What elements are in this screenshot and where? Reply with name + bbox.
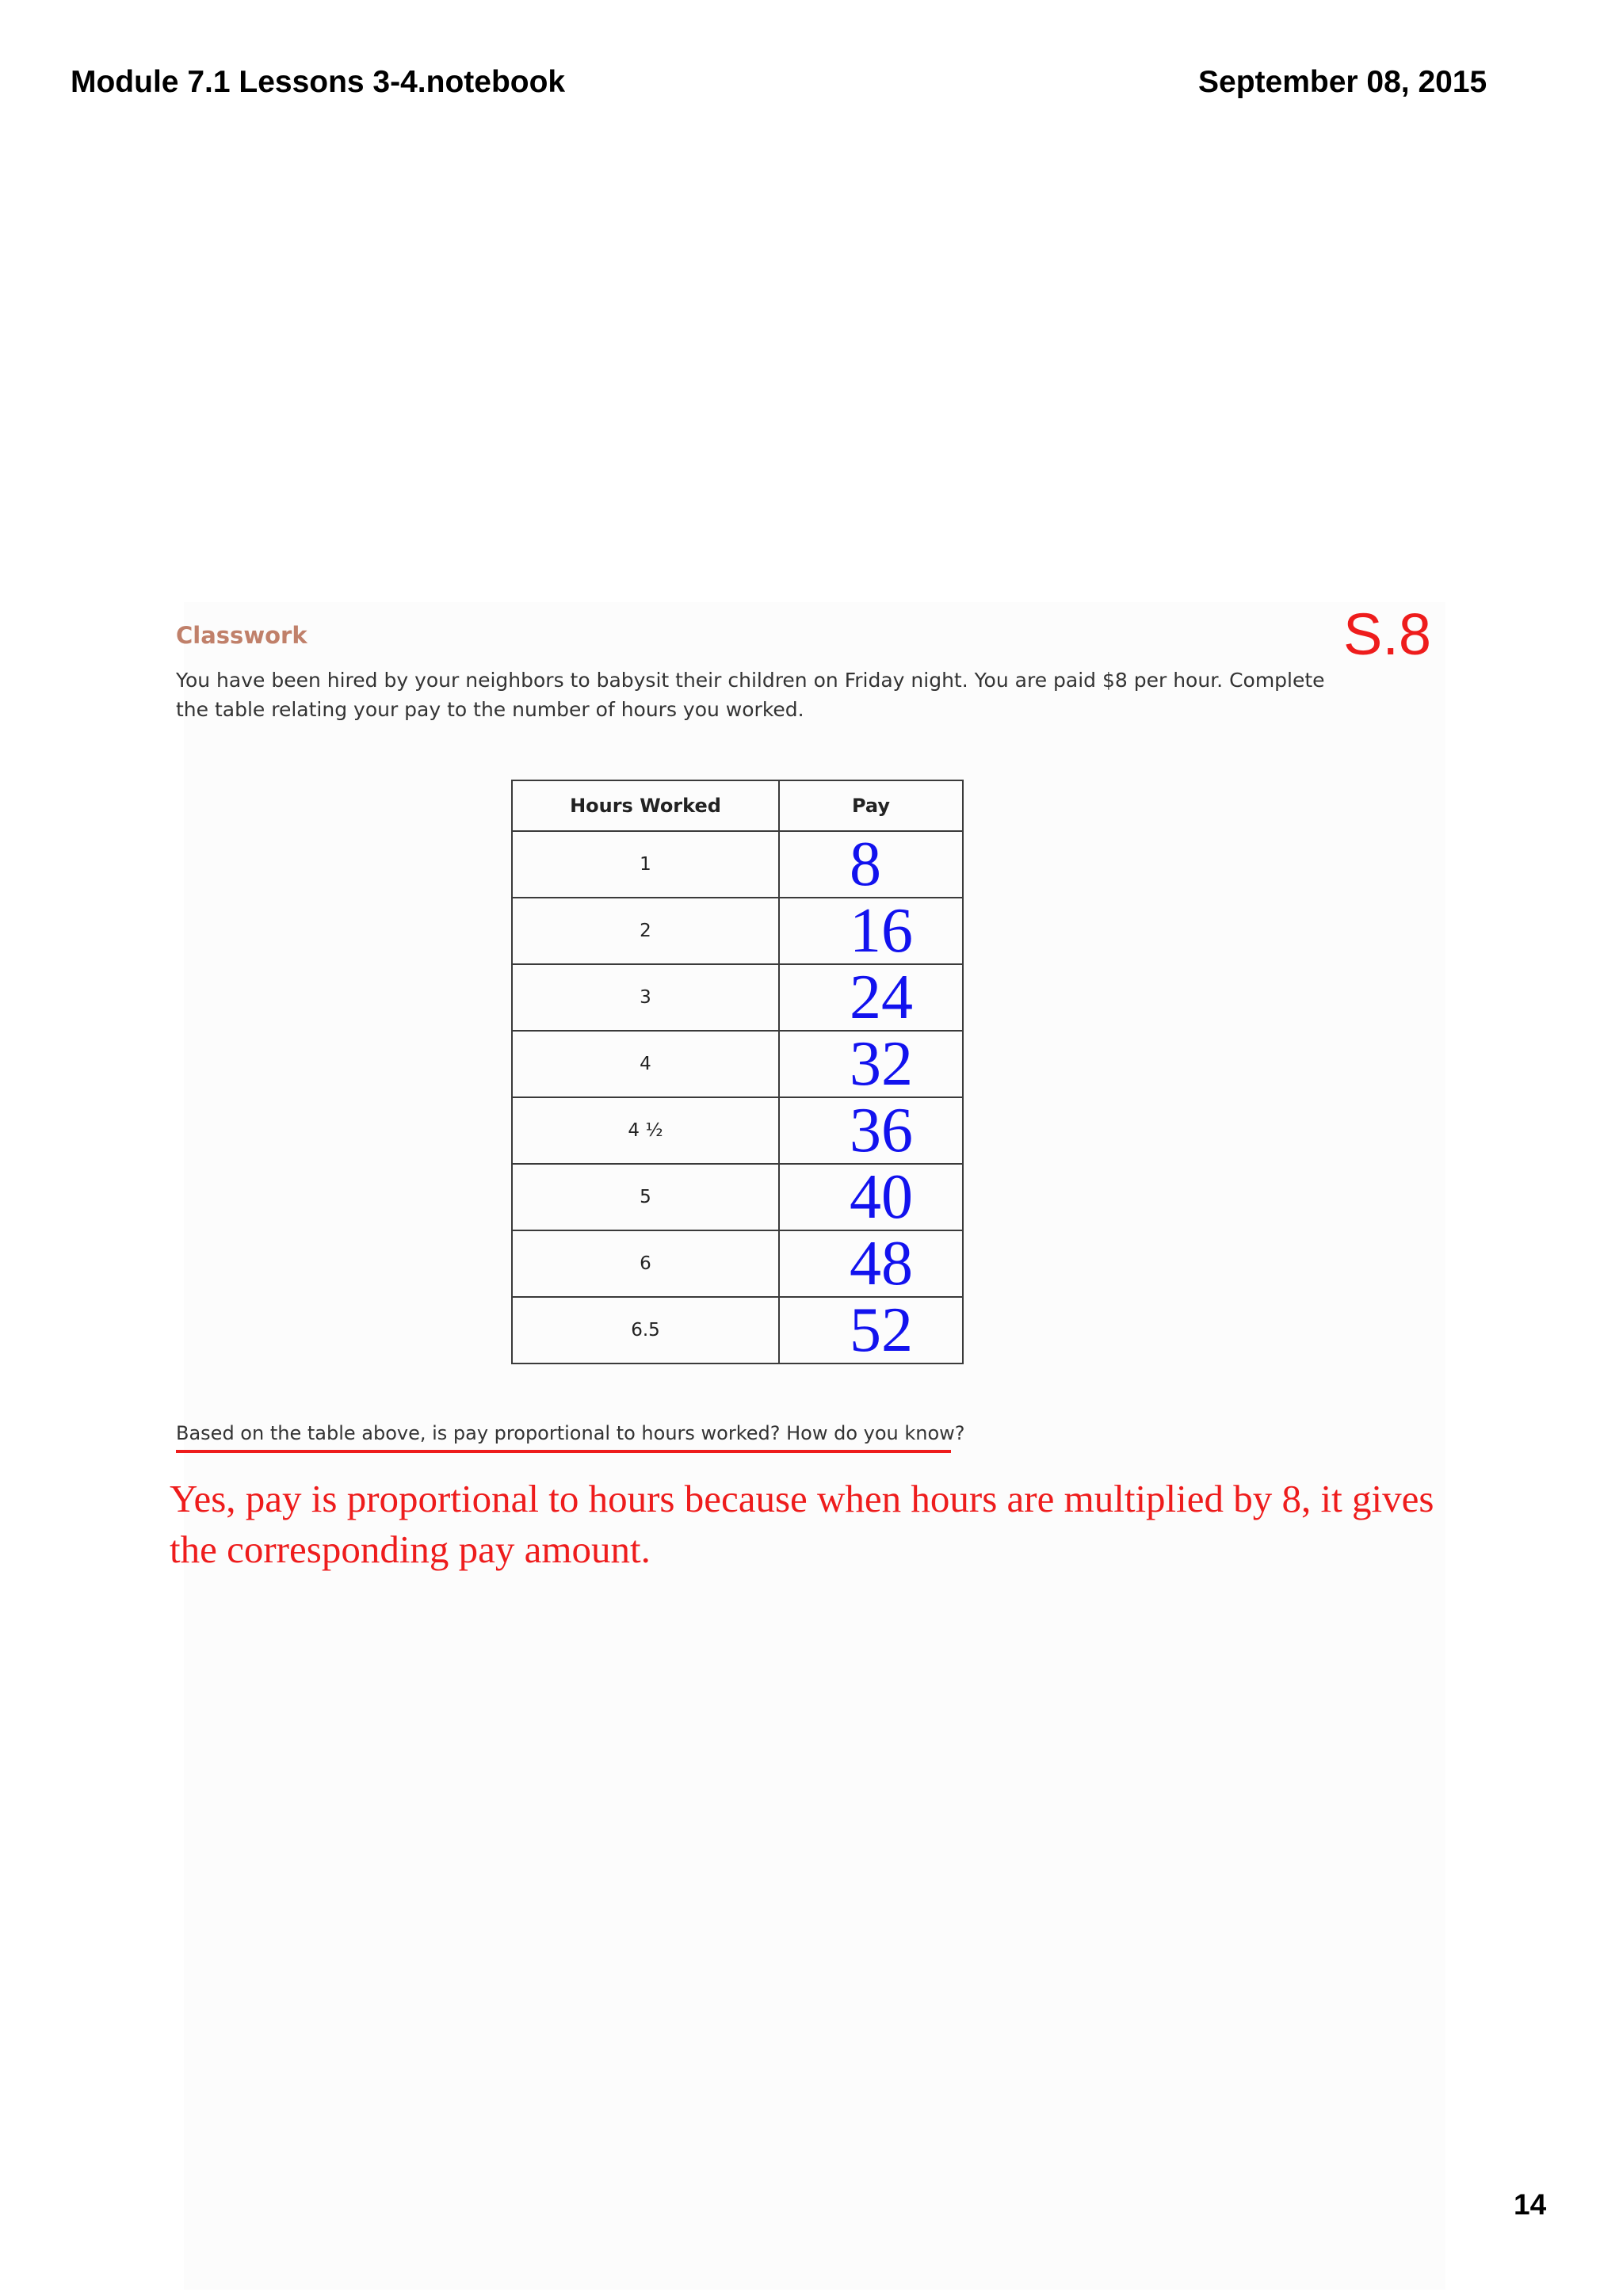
handwritten-pay: 36 [850, 1096, 913, 1165]
pay-cell [779, 1297, 963, 1363]
handwritten-pay: 32 [850, 1029, 913, 1099]
instructions-text: You have been hired by your neighbors to babysit their children on Friday night. You are paid $8 per hour. Complete the table relating your pay to the number of hours you worked. [176, 669, 1325, 721]
table-row [512, 1164, 963, 1230]
hours-cell: 6.5 [512, 1297, 779, 1363]
classwork-heading: Classwork [176, 622, 307, 649]
pay-cell [779, 1164, 963, 1230]
table-row [512, 1097, 963, 1164]
table-row [512, 1230, 963, 1297]
hours-cell: 4 [512, 1031, 779, 1097]
question-text: Based on the table above, is pay proportional to hours worked? How do you know? [176, 1422, 965, 1444]
handwritten-pay: 8 [850, 830, 881, 899]
slide-code-annotation: S.8 [1343, 601, 1432, 667]
page-number: 14 [1514, 2188, 1547, 2221]
table-row [512, 1031, 963, 1097]
pay-cell [779, 898, 963, 964]
table-row [512, 1297, 963, 1363]
hours-cell: 4 ½ [512, 1097, 779, 1164]
hours-cell: 5 [512, 1164, 779, 1230]
pay-cell [779, 1097, 963, 1164]
table-row [512, 964, 963, 1031]
pay-cell [779, 1230, 963, 1297]
hours-cell: 2 [512, 898, 779, 964]
handwritten-pay: 52 [850, 1295, 913, 1365]
pay-cell [779, 1031, 963, 1097]
table-header-row [512, 780, 963, 831]
question-underline [176, 1450, 951, 1453]
hours-cell: 3 [512, 964, 779, 1031]
pay-cell [779, 831, 963, 898]
pay-cell [779, 964, 963, 1031]
notebook-title: Module 7.1 Lessons 3-4.notebook [71, 65, 566, 99]
handwritten-pay: 24 [850, 963, 913, 1032]
header-hours-worked: Hours Worked [512, 780, 779, 831]
hours-cell: 6 [512, 1230, 779, 1297]
handwritten-pay: 48 [850, 1229, 913, 1299]
table-row [512, 898, 963, 964]
pay-table [511, 780, 964, 1364]
handwritten-pay: 40 [850, 1162, 913, 1232]
table-row [512, 831, 963, 898]
handwritten-answer: Yes, pay is proportional to hours because when hours are multiplied by 8, it gives the corresponding pay amount. [170, 1477, 1434, 1571]
hours-cell: 1 [512, 831, 779, 898]
page-date: September 08, 2015 [1198, 65, 1487, 99]
handwritten-pay: 16 [850, 896, 913, 966]
header-pay: Pay [779, 780, 963, 831]
